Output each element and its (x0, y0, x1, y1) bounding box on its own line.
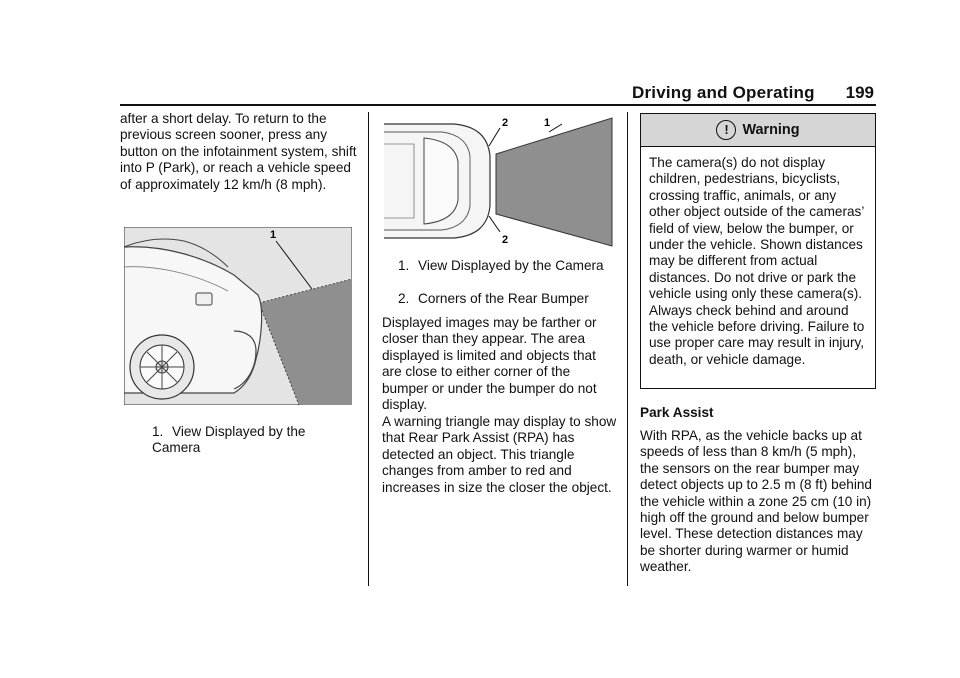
col2-paragraph-1: Displayed images may be farther or closer than they appear. The area displayed is limited and objects that are close to either corner of the bumper or under the bumper do not display. (382, 315, 597, 413)
page-number: 199 (845, 83, 874, 102)
section-heading: Park Assist (640, 405, 714, 420)
col1-paragraph: after a short delay. To return to the previous screen sooner, press any button on the infotainment system, shift into P (Park), or reach a vehicle speed of approximately 12 km/h (8 mph). (120, 111, 357, 192)
caption-text: View Displayed by the Camera (152, 424, 306, 456)
fig1-caption (152, 424, 352, 457)
column-divider-1 (368, 112, 369, 586)
caption-text: View Displayed by the Camera (418, 258, 604, 273)
section-title: Driving and Operating (632, 83, 815, 102)
caption-number: 1. (398, 258, 410, 273)
fig2-caption-1 (398, 258, 618, 274)
rear-camera-view-figure (124, 227, 352, 405)
warning-header (641, 114, 875, 147)
col2-paragraph-2: A warning triangle may display to show that Rear Park Assist (RPA) has detected an object. This triangle changes from amber to red and increases in size the closer the object. (382, 414, 617, 495)
caption-number: 2. (398, 291, 410, 306)
col3-paragraph: With RPA, as the vehicle backs up at speeds of less than 8 km/h (5 mph), the sensors on the rear bumper may detect objects up to 2.5 m (8 ft) behind the vehicle within a zone 25 cm (10 in) high off the ground and below bumper level. These detection distances may be shorter during warmer or humid weather. (640, 428, 872, 575)
fig2-callout-2-bottom: 2 (502, 234, 509, 246)
caption-text: Corners of the Rear Bumper (418, 291, 589, 306)
warning-box (640, 113, 876, 389)
exclamation-icon: ! (716, 120, 736, 140)
fig2-callout-1: 1 (544, 117, 551, 129)
header-rule (120, 104, 876, 106)
column-divider-2 (627, 112, 628, 586)
fig2-callout-2-top: 2 (502, 117, 509, 129)
caption-number: 1. (152, 424, 164, 439)
warning-title: Warning (742, 122, 800, 138)
fig1-callout-1: 1 (270, 229, 277, 241)
warning-body: The camera(s) do not display children, pedestrians, bicyclists, crossing traffic, animals, or any other object outside of the cameras’ field of view, below the bumper, or under the vehicle. Shown distances may be different from actual distances. Do not drive or park the vehicle using only these camera(s). Always check behind and around the vehicle before driving. Failure to use proper care may result in injury, death, or vehicle damage. (649, 155, 865, 367)
camera-zone-top-view-figure (384, 114, 616, 248)
page-header (120, 83, 876, 105)
fig2-caption-2 (398, 291, 628, 307)
